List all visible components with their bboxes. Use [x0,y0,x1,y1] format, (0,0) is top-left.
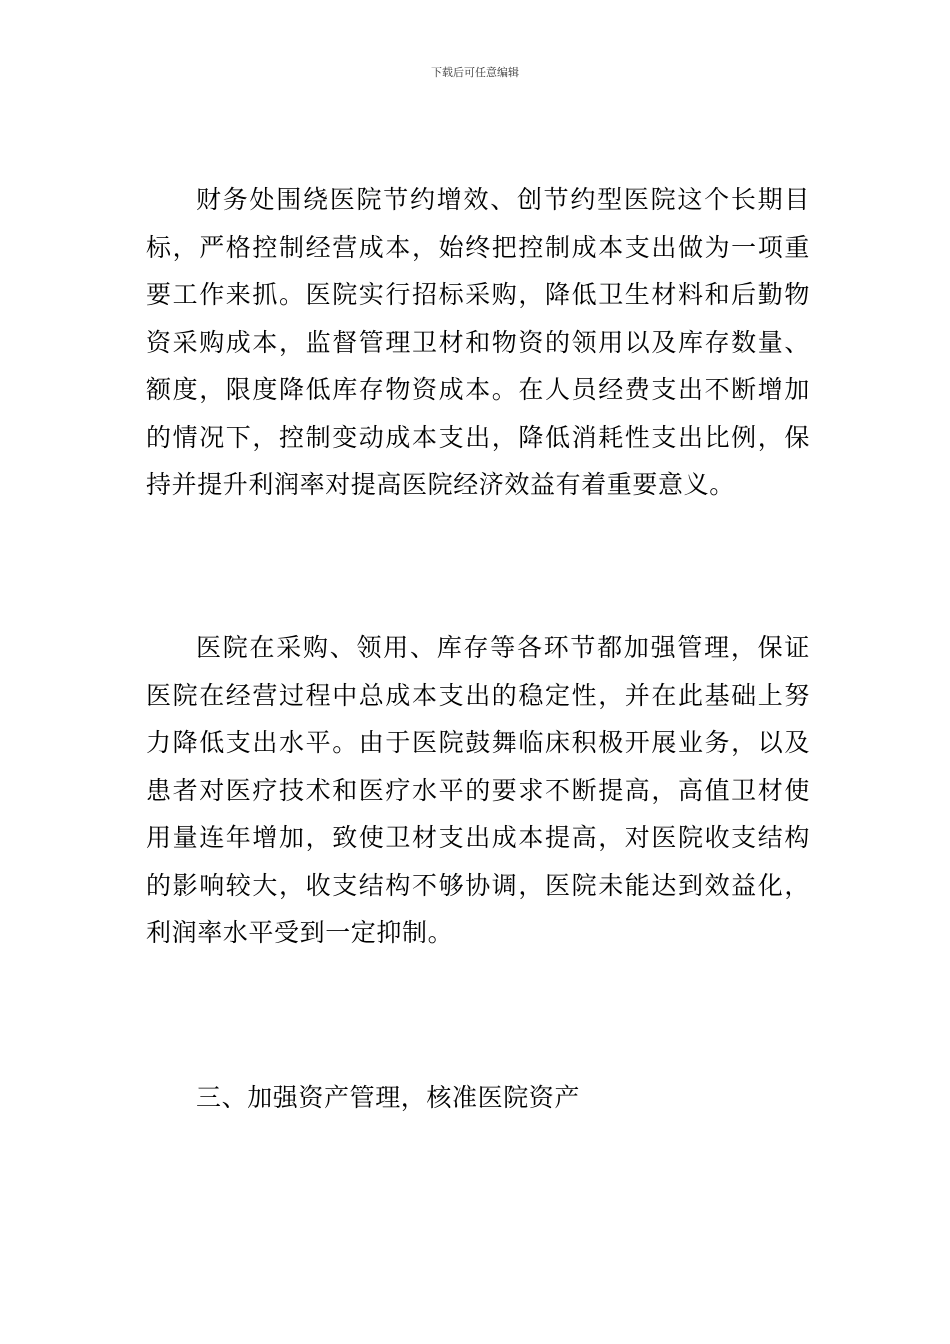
body-paragraph: 财务处围绕医院节约增效、创节约型医院这个长期目标，严格控制经营成本，始终把控制成本支出做为一项重要工作来抓。医院实行招标采购，降低卫生材料和后勤物资采购成本，监督管理卫材和物资的领用以及库存数量、额度，限度降低库存物资成本。在人员经费支出不断增加的情况下，控制变动成本支出，降低消耗性支出比例，保持并提升利润率对提高医院经济效益有着重要意义。 [146,185,810,499]
page-header-note: 下载后可任意编辑 [431,66,519,79]
body-paragraph: 医院在采购、领用、库存等各环节都加强管理，保证医院在经营过程中总成本支出的稳定性，并在此基础上努力降低支出水平。由于医院鼓舞临床积极开展业务，以及患者对医疗技术和医疗水平的要求不断提高，高值卫材使用量连年增加，致使卫材支出成本提高，对医院收支结构的影响较大，收支结构不够协调，医院未能达到效益化，利润率水平受到一定抑制。 [146,633,810,947]
section-heading: 三、加强资产管理，核准医院资产 [196,1083,581,1112]
